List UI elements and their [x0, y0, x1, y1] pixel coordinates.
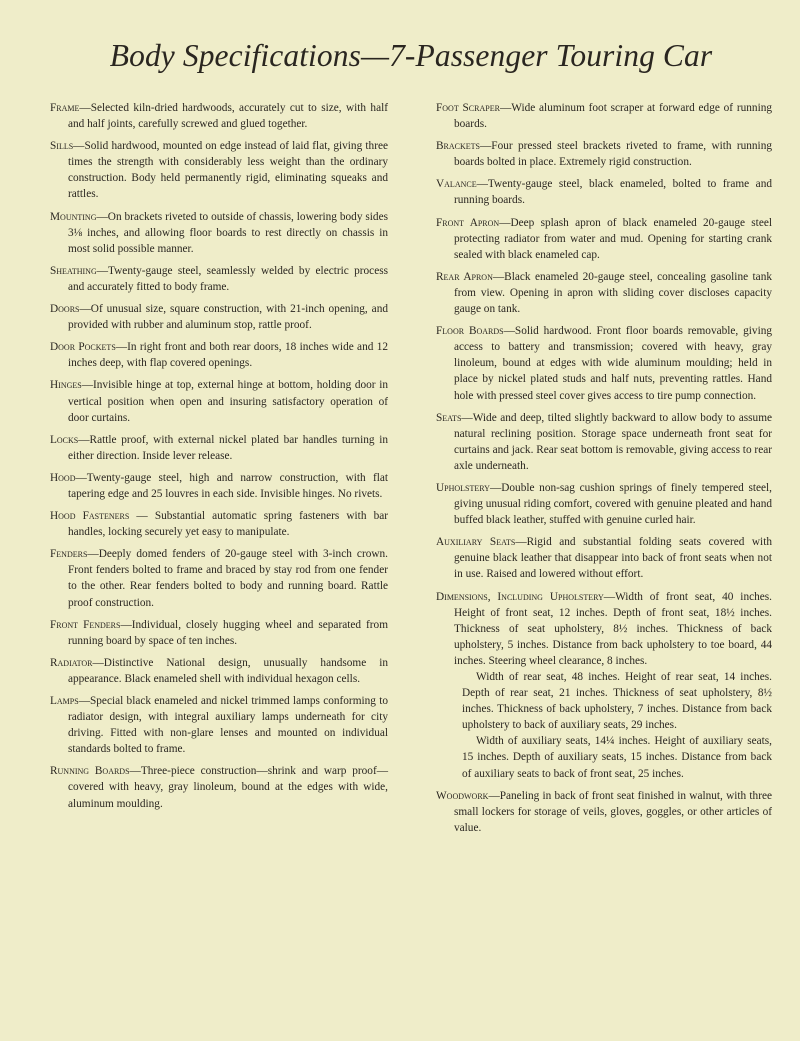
right-column — [436, 100, 772, 842]
spec-term: Upholstery — [436, 481, 490, 494]
spec-term: Hinges — [50, 379, 82, 392]
spec-term: Seats — [436, 411, 462, 424]
spec-term: Locks — [50, 433, 79, 446]
spec-door-pockets — [50, 339, 388, 371]
spec-text: —Wide and deep, tilted slightly backward to allow body to assume natural reclining position. Storage space underneath front seat for curtains and jack. Rear seat bottom is removable, giving access to rear axle underneath. — [454, 411, 772, 472]
left-column — [50, 100, 388, 842]
spec-text: —Of unusual size, square construction, with 21-inch opening, and provided with rubber and aluminum stop, rattle proof. — [68, 303, 388, 332]
spec-term: Doors — [50, 303, 80, 316]
spec-rear-apron — [436, 269, 772, 317]
spec-term: Brackets — [436, 140, 480, 153]
spec-term: Fenders — [50, 548, 88, 561]
spec-term: Sills — [50, 140, 74, 153]
dimensions-auxiliary: Width of auxiliary seats, 14¼ inches. Height of auxiliary seats, 15 inches. Depth of auxiliary seats, 15 inches. Distance from back of auxiliary seats to back of front seat, 25 inches. — [462, 735, 772, 780]
spec-brackets — [436, 138, 772, 170]
page-title: Body Specifications—7-Passenger Touring Car — [109, 38, 713, 73]
spec-text: —Individual, closely hugging wheel and separated from running board by space of ten inches. — [68, 618, 388, 647]
spec-doors — [50, 301, 388, 333]
spec-term: Radiator — [50, 656, 93, 669]
spec-text: —Deeply domed fenders of 20-gauge steel with 3-inch crown. Front fenders bolted to frame and braced by stay rod from one fender to the other. Rear fenders bolted to body and running board. Rattle proof construction. — [68, 548, 388, 609]
spec-text: —Rigid and substantial folding seats covered with genuine black leather that disappear into back of front seats when not in use. Raised and lowered without effort. — [454, 536, 772, 581]
dimensions-rear: Width of rear seat, 48 inches. Height of rear seat, 14 inches. Depth of rear seat, 21 inches. Thickness of seat upholstery, 8½ inches. Thickness of back upholstery, 7 inches. Distance from back upholstery to back of auxiliary seats, 29 inches. — [462, 671, 772, 732]
spec-term: Door Pockets — [50, 341, 116, 354]
spec-term: Valance — [436, 178, 477, 191]
spec-text: —Solid hardwood. Front floor boards removable, giving access to battery and transmission; covered with heavy, gray linoleum, bound at edges with wide aluminum moulding; held in place by nickel plated studs and half nuts, preventing rattles. Hand hole with pressed steel cover gives access to tire pump connection. — [454, 325, 772, 402]
spec-radiator — [50, 655, 388, 687]
spec-term: Mounting — [50, 210, 97, 223]
spec-hinges — [50, 377, 388, 425]
spec-text: —Rattle proof, with external nickel plated bar handles turning in either direction. Inside lever release. — [68, 433, 388, 462]
spec-term: Hood — [50, 471, 76, 484]
spec-term: Hood Fasteners — [50, 510, 130, 523]
spec-mounting — [50, 209, 388, 257]
spec-text: —Twenty-gauge steel, seamlessly welded by electric process and accurately fitted to body frame. — [68, 264, 388, 293]
spec-hood — [50, 470, 388, 502]
spec-sheathing — [50, 263, 388, 295]
spec-front-apron — [436, 215, 772, 263]
spec-text: —In right front and both rear doors, 18 inches wide and 12 inches deep, with flap covered openings. — [68, 341, 388, 370]
spec-text: —Solid hardwood, mounted on edge instead of laid flat, giving three times the strength with considerably less weight than the ordinary construction. Body held permanently rigid, eliminating squeaks and rattles. — [68, 140, 388, 201]
spec-text: — Substantial automatic spring fasteners with bar handles, locking securely yet easy to manipulate. — [68, 510, 388, 539]
spec-text: —Twenty-gauge steel, black enameled, bolted to frame and running boards. — [454, 178, 772, 207]
spec-term: Dimensions, Including Upholstery — [436, 590, 604, 603]
spec-locks — [50, 432, 388, 464]
spec-front-fenders — [50, 617, 388, 649]
spec-running-boards — [50, 763, 388, 811]
spec-text: —Black enameled 20-gauge steel, concealing gasoline tank from view. Opening in apron with sliding cover discloses capacity gauge on tank. — [454, 270, 772, 316]
dimensions-continued — [436, 669, 772, 782]
spec-text: —Width of front seat, 40 inches. Height of front seat, 12 inches. Depth of front seat, 18½ inches. Thickness of seat upholstery, 8½ inches. Thickness of back upholstery, 5 inches. Distance from back upholstery to toe board, 44 inches. Steering wheel clearance, 8 inches. — [454, 590, 772, 667]
spec-term: Lamps — [50, 695, 79, 707]
spec-hood-fasteners — [50, 508, 388, 540]
spec-frame — [50, 100, 388, 132]
spec-lamps — [50, 693, 388, 757]
spec-text: —On brackets riveted to outside of chassis, lowering body sides 3⅛ inches, and allowing floor boards to rest directly on chassis in most solid possible manner. — [68, 210, 388, 255]
spec-text: —Four pressed steel brackets riveted to frame, with running boards bolted in place. Extremely rigid construction. — [454, 140, 772, 169]
spec-seats — [436, 410, 772, 474]
spec-text: —Distinctive National design, unusually handsome in appearance. Black enameled shell with individual hexagon cells. — [68, 656, 388, 685]
spec-term: Foot Scraper — [436, 102, 500, 114]
spec-term: Sheathing — [50, 264, 97, 277]
spec-foot-scraper — [436, 100, 772, 132]
spec-fenders — [50, 546, 388, 610]
spec-auxiliary-seats — [436, 534, 772, 582]
spec-text: —Wide aluminum foot scraper at forward edge of running boards. — [454, 102, 773, 131]
spec-sills — [50, 138, 388, 202]
spec-upholstery — [436, 480, 772, 528]
spec-text: —Invisible hinge at top, external hinge at bottom, holding door in vertical position when open and insuring satisfactory operation of door curtains. — [68, 379, 388, 424]
spec-columns — [50, 100, 772, 842]
spec-term: Auxiliary Seats — [436, 536, 516, 549]
dimensions-front — [436, 589, 772, 669]
spec-text: —Deep splash apron of black enameled 20-gauge steel protecting radiator from water and mud. Opening for starting crank sealed with black enameled cap. — [454, 216, 772, 261]
spec-term: Woodwork — [436, 789, 489, 802]
spec-text: —Twenty-gauge steel, high and narrow construction, with flat tapering edge and 25 louvres in each side. Invisible hinges. No rivets. — [68, 471, 388, 500]
spec-text: —Special black enameled and nickel trimmed lamps conforming to radiator design, with integral auxiliary lamps underneath for city driving. Fitted with non-glare lenses and mounted on individual standards bolted to frame. — [68, 695, 388, 756]
spec-text: —Paneling in back of front seat finished in walnut, with three small lockers for storage of veils, gloves, goggles, or other articles of value. — [454, 789, 772, 834]
spec-text: —Selected kiln-dried hardwoods, accurately cut to size, with half and half joints, carefully screwed and glued together. — [68, 102, 388, 131]
spec-term: Front Apron — [436, 216, 500, 229]
spec-dimensions — [436, 589, 772, 782]
spec-text: —Three-piece construction—shrink and warp proof—covered with heavy, gray linoleum, bound at the edges with wide, aluminum moulding. — [68, 765, 389, 810]
spec-woodwork — [436, 788, 772, 836]
spec-term: Rear Apron — [436, 270, 493, 283]
spec-term: Running Boards — [50, 765, 130, 778]
spec-term: Frame — [50, 102, 80, 114]
spec-text: —Double non-sag cushion springs of finely tempered steel, giving unusual riding comfort, covered with genuine pleated and hand buffed black leather, stuffed with genuine curled hair. — [454, 481, 772, 527]
spec-term: Floor Boards — [436, 325, 504, 338]
spec-valance — [436, 176, 772, 208]
spec-floor-boards — [436, 323, 772, 403]
spec-term: Front Fenders — [50, 618, 121, 631]
